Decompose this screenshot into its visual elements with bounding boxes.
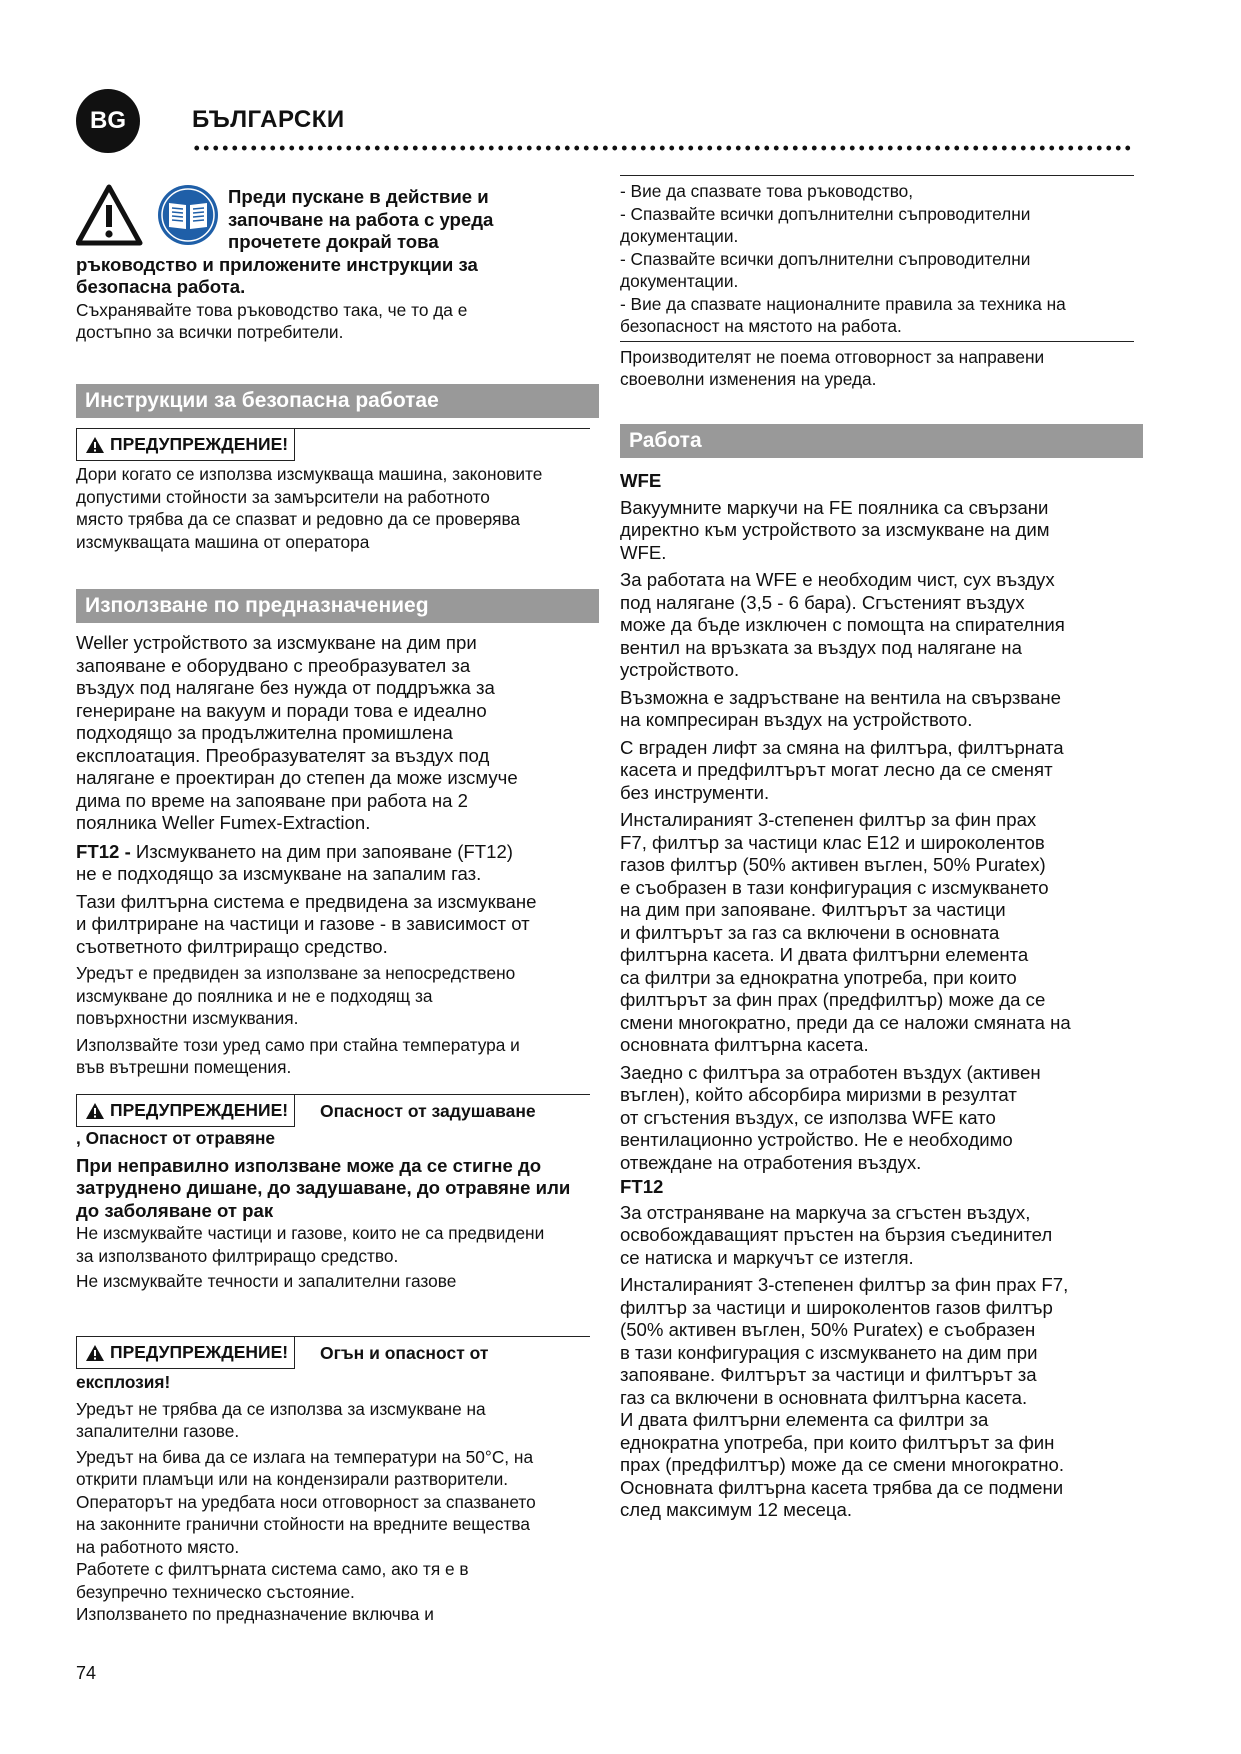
warning-text-line: на законните гранични стойности на вредните вещества <box>76 1514 531 1534</box>
intended-text-line: поялника Weller Fumex-Extraction. <box>76 812 371 833</box>
operation-text-line: са филтри за еднократна употреба, при които <box>620 966 1017 988</box>
section-heading-intended-use: Използване по предназначениеg <box>76 589 599 623</box>
section-heading-operation: Работа <box>620 424 1143 458</box>
obligation-line: безопасност на мястото на работа. <box>620 316 902 336</box>
intended-text-line: във вътрешни помещения. <box>76 1057 292 1077</box>
intended-use-block <box>76 632 590 1079</box>
intro-line: ръководство и приложените инструкции за <box>76 253 478 275</box>
liability-line: своеволни изменения на уреда. <box>620 369 877 389</box>
page-number: 74 <box>76 1663 97 1683</box>
operation-text-line: касета и предфилтърът могат лесно да се сменят <box>620 759 1053 780</box>
warning-subtitle: , Опасност от отравяне <box>76 1128 276 1148</box>
intro-line: Преди пускане в действие и <box>228 186 489 207</box>
dotted-divider <box>192 144 1134 152</box>
warning-label: ПРЕДУПРЕЖДЕНИЕ! <box>76 1095 295 1127</box>
warning-icon <box>85 436 105 454</box>
safety-text-line: изсмукващата машина от оператора <box>76 531 370 552</box>
operation-text-line: е съобразен в тази конфигурация с изсмукването <box>620 876 1049 898</box>
warning-title: Опасност от задушаване <box>320 1101 536 1121</box>
operation-text-line: И двата филтърни елемента са филтри за <box>620 1409 989 1430</box>
intended-text-line: дима по време на запояване при работа на 2 <box>76 789 469 811</box>
operation-text-line: на дим при запояване. Филтърът за частици <box>620 899 1006 920</box>
operation-text-line: газов филтър (50% активен въглен, 50% Puratex) <box>620 854 1046 875</box>
safety-text-line: допустими стойности за замърсители на работното <box>76 486 490 507</box>
operation-text-line: въглен), който абсорбира миризми в резултат <box>620 1084 1017 1105</box>
warning-text-line: безупречно техническо състояние. <box>76 1581 355 1602</box>
warning-bold-line: затруднено дишане, до задушаване, до отравяне или <box>76 1177 571 1198</box>
operation-text-line: За отстраняване на маркуча за сгъстен въздух, <box>620 1201 1031 1223</box>
ft12-line: FT12 - Изсмукването на дим при запояване (FT12) <box>76 840 513 862</box>
intended-text-line: Тази филтърна система е предвидена за изсмукване <box>76 890 537 912</box>
operation-text-line: отвеждане на отработения въздух. <box>620 1151 922 1173</box>
operation-text-line: без инструменти. <box>620 781 770 803</box>
warning-text-line: Уредът не трябва да се използва за изсмукване на <box>76 1398 486 1419</box>
warning-text-line: за използваното филтриращо средство. <box>76 1245 399 1266</box>
warning-title: Огън и опасност от <box>320 1343 489 1363</box>
warning-suffocation <box>76 1094 590 1293</box>
warning-text-line: Операторът на уредбата носи отговорност за спазването <box>76 1491 536 1512</box>
warning-text-line: Уредът на бива да се излага на температури на 50°C, на <box>76 1446 534 1467</box>
operation-text-line: филтърна касета. И двата филтърни елемента <box>620 944 1029 965</box>
warning-bold-line: до заболяване от рак <box>76 1199 274 1221</box>
operation-text-line: прах (предфилтър) може да се смени многократно. <box>620 1454 1065 1475</box>
intro-line: безопасна работа. <box>76 276 246 297</box>
operation-text-line: под налягане (3,5 - 6 бара). Сгъстеният въздух <box>620 591 1025 613</box>
liability-line: Производителят не поема отговорност за направени <box>620 346 1045 367</box>
operation-text-line: може да бъде изключен с помощта на спирателния <box>620 614 1065 635</box>
intended-text-line: генериране на вакуум и поради това е идеално <box>76 699 487 721</box>
operation-text-line: устройството. <box>620 659 740 680</box>
operation-text-line: вентил на връзката за въздух под налягане на <box>620 636 1022 658</box>
keep-manual-line: достъпно за всички потребители. <box>76 322 344 342</box>
operation-text-line: еднократна употреба, при които филтърът за фин <box>620 1431 1055 1453</box>
intended-text-line: съответното филтриращо средство. <box>76 935 388 957</box>
operation-text-line: газ са включени в основната филтърна касета. <box>620 1386 1028 1408</box>
intended-text-line: Уредът е предвиден за използване за непосредствено <box>76 963 516 983</box>
intended-text-line: изсмукване до поялника и не е подходящ за <box>76 985 433 1006</box>
warning-text-line: запалителни газове. <box>76 1421 240 1441</box>
operation-text-line: в тази конфигурация с изсмукването на дим при <box>620 1341 1038 1363</box>
warning-text-line: Работете с филтърната система само, ако тя е в <box>76 1559 469 1579</box>
operation-text-line: Инсталираният 3-степенен филтър за фин прах F7, <box>620 1274 1069 1295</box>
operation-text-line: основната филтърна касета. <box>620 1034 869 1055</box>
operation-text-line: Възможна е задръстване на вентила на свързване <box>620 686 1062 708</box>
warning-text-line: Използването по предназначение включва и <box>76 1604 434 1624</box>
safety-warning <box>76 428 590 553</box>
intro-block <box>76 186 590 344</box>
operation-text-line: запояване. Филтърът за частици и филтърът за <box>620 1364 1037 1385</box>
warning-label: ПРЕДУПРЕЖДЕНИЕ! <box>76 429 295 461</box>
warning-text-line: Не изсмуквайте течности и запалителни газове <box>76 1271 457 1291</box>
operation-text-line: WFE. <box>620 541 667 563</box>
operation-text-line: С вграден лифт за смяна на филтъра, филтърната <box>620 736 1064 758</box>
operation-text-line: от сгъстения въздух, се използва WFE като <box>620 1106 996 1128</box>
operation-text-line: Основната филтърна касета трябва да се подмени <box>620 1476 1064 1498</box>
operation-text-line: на компресиран въздух на устройството. <box>620 709 973 730</box>
intended-text-line: и филтриране на частици и газове - в зависимост от <box>76 913 530 934</box>
intended-text-line: повърхностни изсмуквания. <box>76 1008 299 1028</box>
section-heading-safety: Инструкции за безопасна работае <box>76 384 599 418</box>
intended-text-line: Използвайте този уред само при стайна температура и <box>76 1034 520 1055</box>
obligation-line: - Спазвайте всички допълнителни съпроводителни <box>620 203 1031 224</box>
operation-text-line: филтърът за фин прах (предфилтър) може да се <box>620 989 1046 1010</box>
operation-block <box>620 470 1134 1522</box>
operation-text-line: филтър за частици и широколентов газов филтър <box>620 1296 1053 1318</box>
warning-bold-line: При неправилно използване може да се стигне до <box>76 1154 542 1176</box>
obligations-block <box>620 175 1134 391</box>
obligation-line: - Вие да спазвате националните правила за техника на <box>620 293 1066 314</box>
obligation-line: - Вие да спазвате това ръководство, <box>620 181 914 201</box>
obligation-line: документации. <box>620 271 739 291</box>
operation-text-line: (50% активен въглен, 50% Puratex) е съобразен <box>620 1319 1036 1340</box>
operation-text-line: Инсталираният 3-степенен филтър за фин прах <box>620 809 1037 830</box>
intro-line: започване на работа с уреда <box>228 208 494 230</box>
operation-text-line: Вакуумните маркучи на FE поялника са свързани <box>620 496 1049 518</box>
obligation-line: документации. <box>620 226 739 246</box>
warning-text-line: открити пламъци или на кондензирали разтворители. <box>76 1469 509 1489</box>
divider <box>620 175 1134 176</box>
intended-text-line: експлоатация. Преобразувателят за въздух под <box>76 744 490 766</box>
subheading-ft12: FT12 <box>620 1176 664 1197</box>
warning-fire <box>76 1336 590 1626</box>
intended-text-line: налягане е проектиран до степен да може изсмуче <box>76 767 518 788</box>
warning-text-line: Не изсмуквайте частици и газове, които не са предвидени <box>76 1223 545 1243</box>
operation-text-line: За работата на WFE е необходим чист, сух въздух <box>620 569 1055 590</box>
badge-text: BG <box>90 107 126 134</box>
operation-text-line: смени многократно, преди да се наложи смяната на <box>620 1011 1071 1033</box>
warning-label: ПРЕДУПРЕЖДЕНИЕ! <box>76 1337 295 1369</box>
operation-text-line: F7, филтър за частици клас E12 и широколентов <box>620 831 1045 853</box>
subheading-wfe: WFE <box>620 470 662 491</box>
safety-text-line: място трябва да се спазват и редовно да се проверява <box>76 509 521 529</box>
intended-text-line: въздух под налягане без нужда от поддръжка за <box>76 677 495 698</box>
operation-text-line: Заедно с филтъра за отработен въздух (активен <box>620 1061 1041 1083</box>
language-title: БЪЛГАРСКИ <box>192 106 345 133</box>
operation-text-line: директно към устройството за изсмукване на дим <box>620 519 1050 540</box>
warning-text-line: на работното място. <box>76 1536 240 1557</box>
divider <box>620 341 1134 342</box>
operation-text-line: и филтърът за газ са включени в основната <box>620 921 1000 943</box>
operation-text-line: се натиска и маркучът се изтегля. <box>620 1246 914 1268</box>
intended-text-line: запояване е оборудвано с преобразувател за <box>76 654 471 676</box>
warning-icon <box>85 1344 105 1362</box>
operation-text-line: освобождаващият пръстен на бързия съединител <box>620 1224 1053 1245</box>
intended-text-line: Weller устройството за изсмукване на дим при <box>76 632 477 653</box>
operation-text-line: вентилационно устройство. Не е необходимо <box>620 1129 1013 1150</box>
keep-manual-line: Съхранявайте това ръководство така, че то да е <box>76 299 468 320</box>
language-badge <box>76 89 140 153</box>
obligation-line: - Спазвайте всички допълнителни съпроводителни <box>620 248 1031 269</box>
safety-text-line: Дори когато се използва изсмукваща машина, законовите <box>76 464 543 484</box>
intended-text-line: подходящо за продължителна промишлена <box>76 722 453 743</box>
warning-subtitle: експлозия! <box>76 1372 171 1392</box>
ft12-line: не е подходящо за изсмукване на запалим газ. <box>76 863 482 884</box>
intro-line: прочетете докрай това <box>228 231 439 252</box>
operation-text-line: след максимум 12 месеца. <box>620 1499 853 1520</box>
warning-icon <box>85 1102 105 1120</box>
